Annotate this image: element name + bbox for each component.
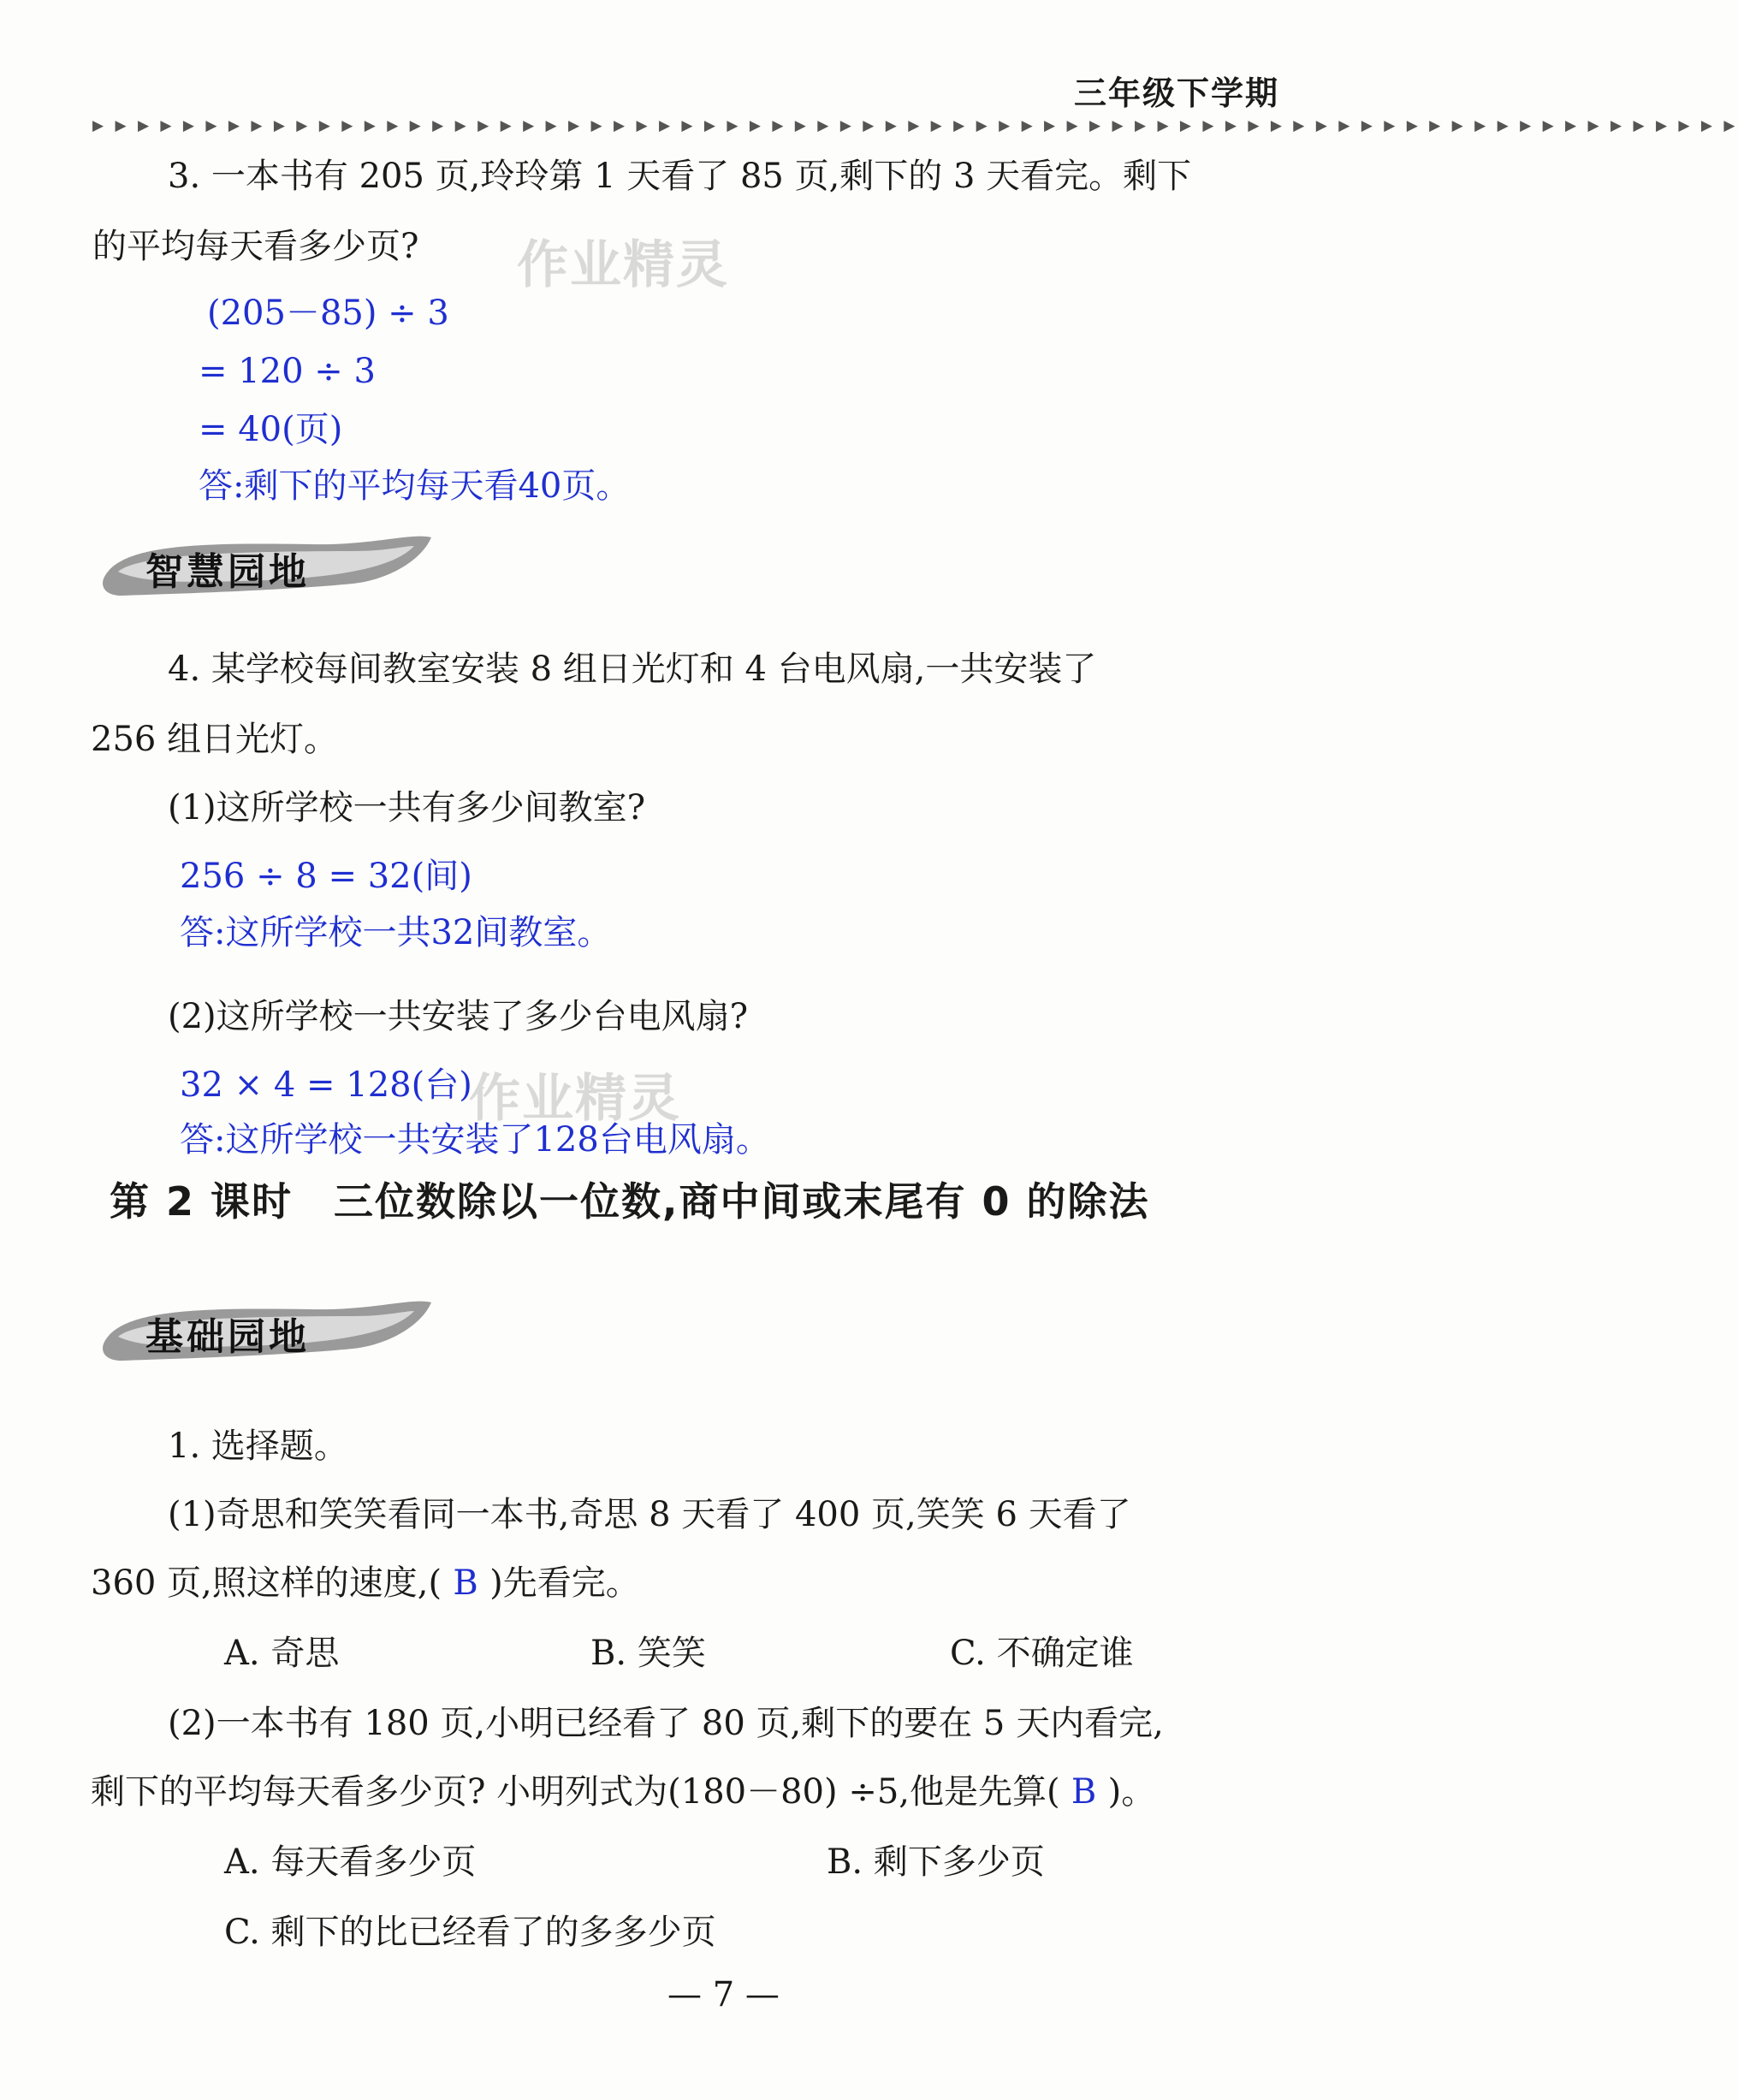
b1-p2-line2: 剩下的平均每天看多少页? 小明列式为(180－80) ÷5,他是先算( B )。 xyxy=(91,1770,1155,1814)
q3-line2: 的平均每天看多少页? xyxy=(92,227,419,266)
b1-p1-option-c: C. 不确定谁 xyxy=(950,1634,1134,1673)
section-badge-basics xyxy=(96,1292,438,1369)
section-badge-label: 基础园地 xyxy=(145,1315,310,1359)
q3-answer-line-4: 答:剩下的平均每天看40页。 xyxy=(199,466,631,506)
q4-sub1-answer-1: 256 ÷ 8 = 32(间) xyxy=(180,857,472,896)
q4-sub2-answer-2: 答:这所学校一共安装了128台电风扇。 xyxy=(180,1120,770,1160)
header-arrow-rule: ▶ ▶ ▶ ▶ ▶ ▶ ▶ ▶ ▶ ▶ ▶ ▶ ▶ ▶ ▶ ▶ ▶ ▶ ▶ ▶ ▶ ▶ ▶ ▶ ▶ ▶ ▶ ▶ ▶ ▶ ▶ ▶ ▶ ▶ ▶ ▶ ▶ ▶ ▶ ▶ ▶ ▶ ▶ ▶ ▶ ▶ ▶ ▶ ▶ ▶ ▶ ▶ ▶ ▶ ▶ ▶ ▶ ▶ ▶ ▶ ▶ ▶ ▶ ▶ ▶ ▶ ▶ ▶ ▶ ▶ ▶ ▶ ▶ xyxy=(92,117,1738,134)
b1-title: 1. 选择题。 xyxy=(168,1427,348,1466)
page-number: — 7 — xyxy=(667,1975,780,2014)
section-badge-label: 智慧园地 xyxy=(145,550,310,594)
q3-line1: 3. 一本书有 205 页,玲玲第 1 天看了 85 页,剩下的 3 天看完。剩下 xyxy=(168,157,1192,196)
b1-p1-option-b: B. 笑笑 xyxy=(590,1634,706,1673)
q4-line2: 256 组日光灯。 xyxy=(91,720,339,759)
b1-p1-line2: 360 页,照这样的速度,( B )先看完。 xyxy=(91,1561,640,1605)
q4-sub2: (2)这所学校一共安装了多少台电风扇? xyxy=(168,997,749,1036)
watermark: 作业精灵 xyxy=(469,1069,681,1129)
q3-answer-line-2: = 120 ÷ 3 xyxy=(199,352,376,391)
b1-p2-option-c: C. 剩下的比已经看了的多多少页 xyxy=(224,1913,716,1952)
q4-sub2-answer-1: 32 × 4 = 128(台) xyxy=(180,1065,472,1105)
b1-p2-option-b: B. 剩下多少页 xyxy=(827,1842,1045,1882)
lesson-title: 第 2 课时 三位数除以一位数,商中间或末尾有 0 的除法 xyxy=(110,1178,1150,1225)
q3-answer-line-3: = 40(页) xyxy=(199,410,343,449)
watermark: 作业精灵 xyxy=(517,235,729,295)
b1-p2-answer: B xyxy=(1071,1772,1097,1812)
q4-sub1: (1)这所学校一共有多少间教室? xyxy=(168,788,646,828)
running-header: 三年级下学期 xyxy=(1073,74,1279,112)
b1-p2-line1: (2)一本书有 180 页,小明已经看了 80 页,剩下的要在 5 天内看完, xyxy=(168,1704,1164,1743)
q4-sub1-answer-2: 答:这所学校一共32间教室。 xyxy=(180,913,612,952)
q3-answer-line-1: (205－85) ÷ 3 xyxy=(207,294,449,333)
q4-line1: 4. 某学校每间教室安装 8 组日光灯和 4 台电风扇,一共安装了 xyxy=(168,650,1097,689)
b1-p1-line1: (1)奇思和笑笑看同一本书,奇思 8 天看了 400 页,笑笑 6 天看了 xyxy=(168,1495,1131,1534)
b1-p1-option-a: A. 奇思 xyxy=(224,1634,340,1673)
b1-p1-answer: B xyxy=(453,1563,478,1603)
section-badge-wisdom xyxy=(96,527,438,604)
b1-p2-option-a: A. 每天看多少页 xyxy=(224,1842,477,1882)
